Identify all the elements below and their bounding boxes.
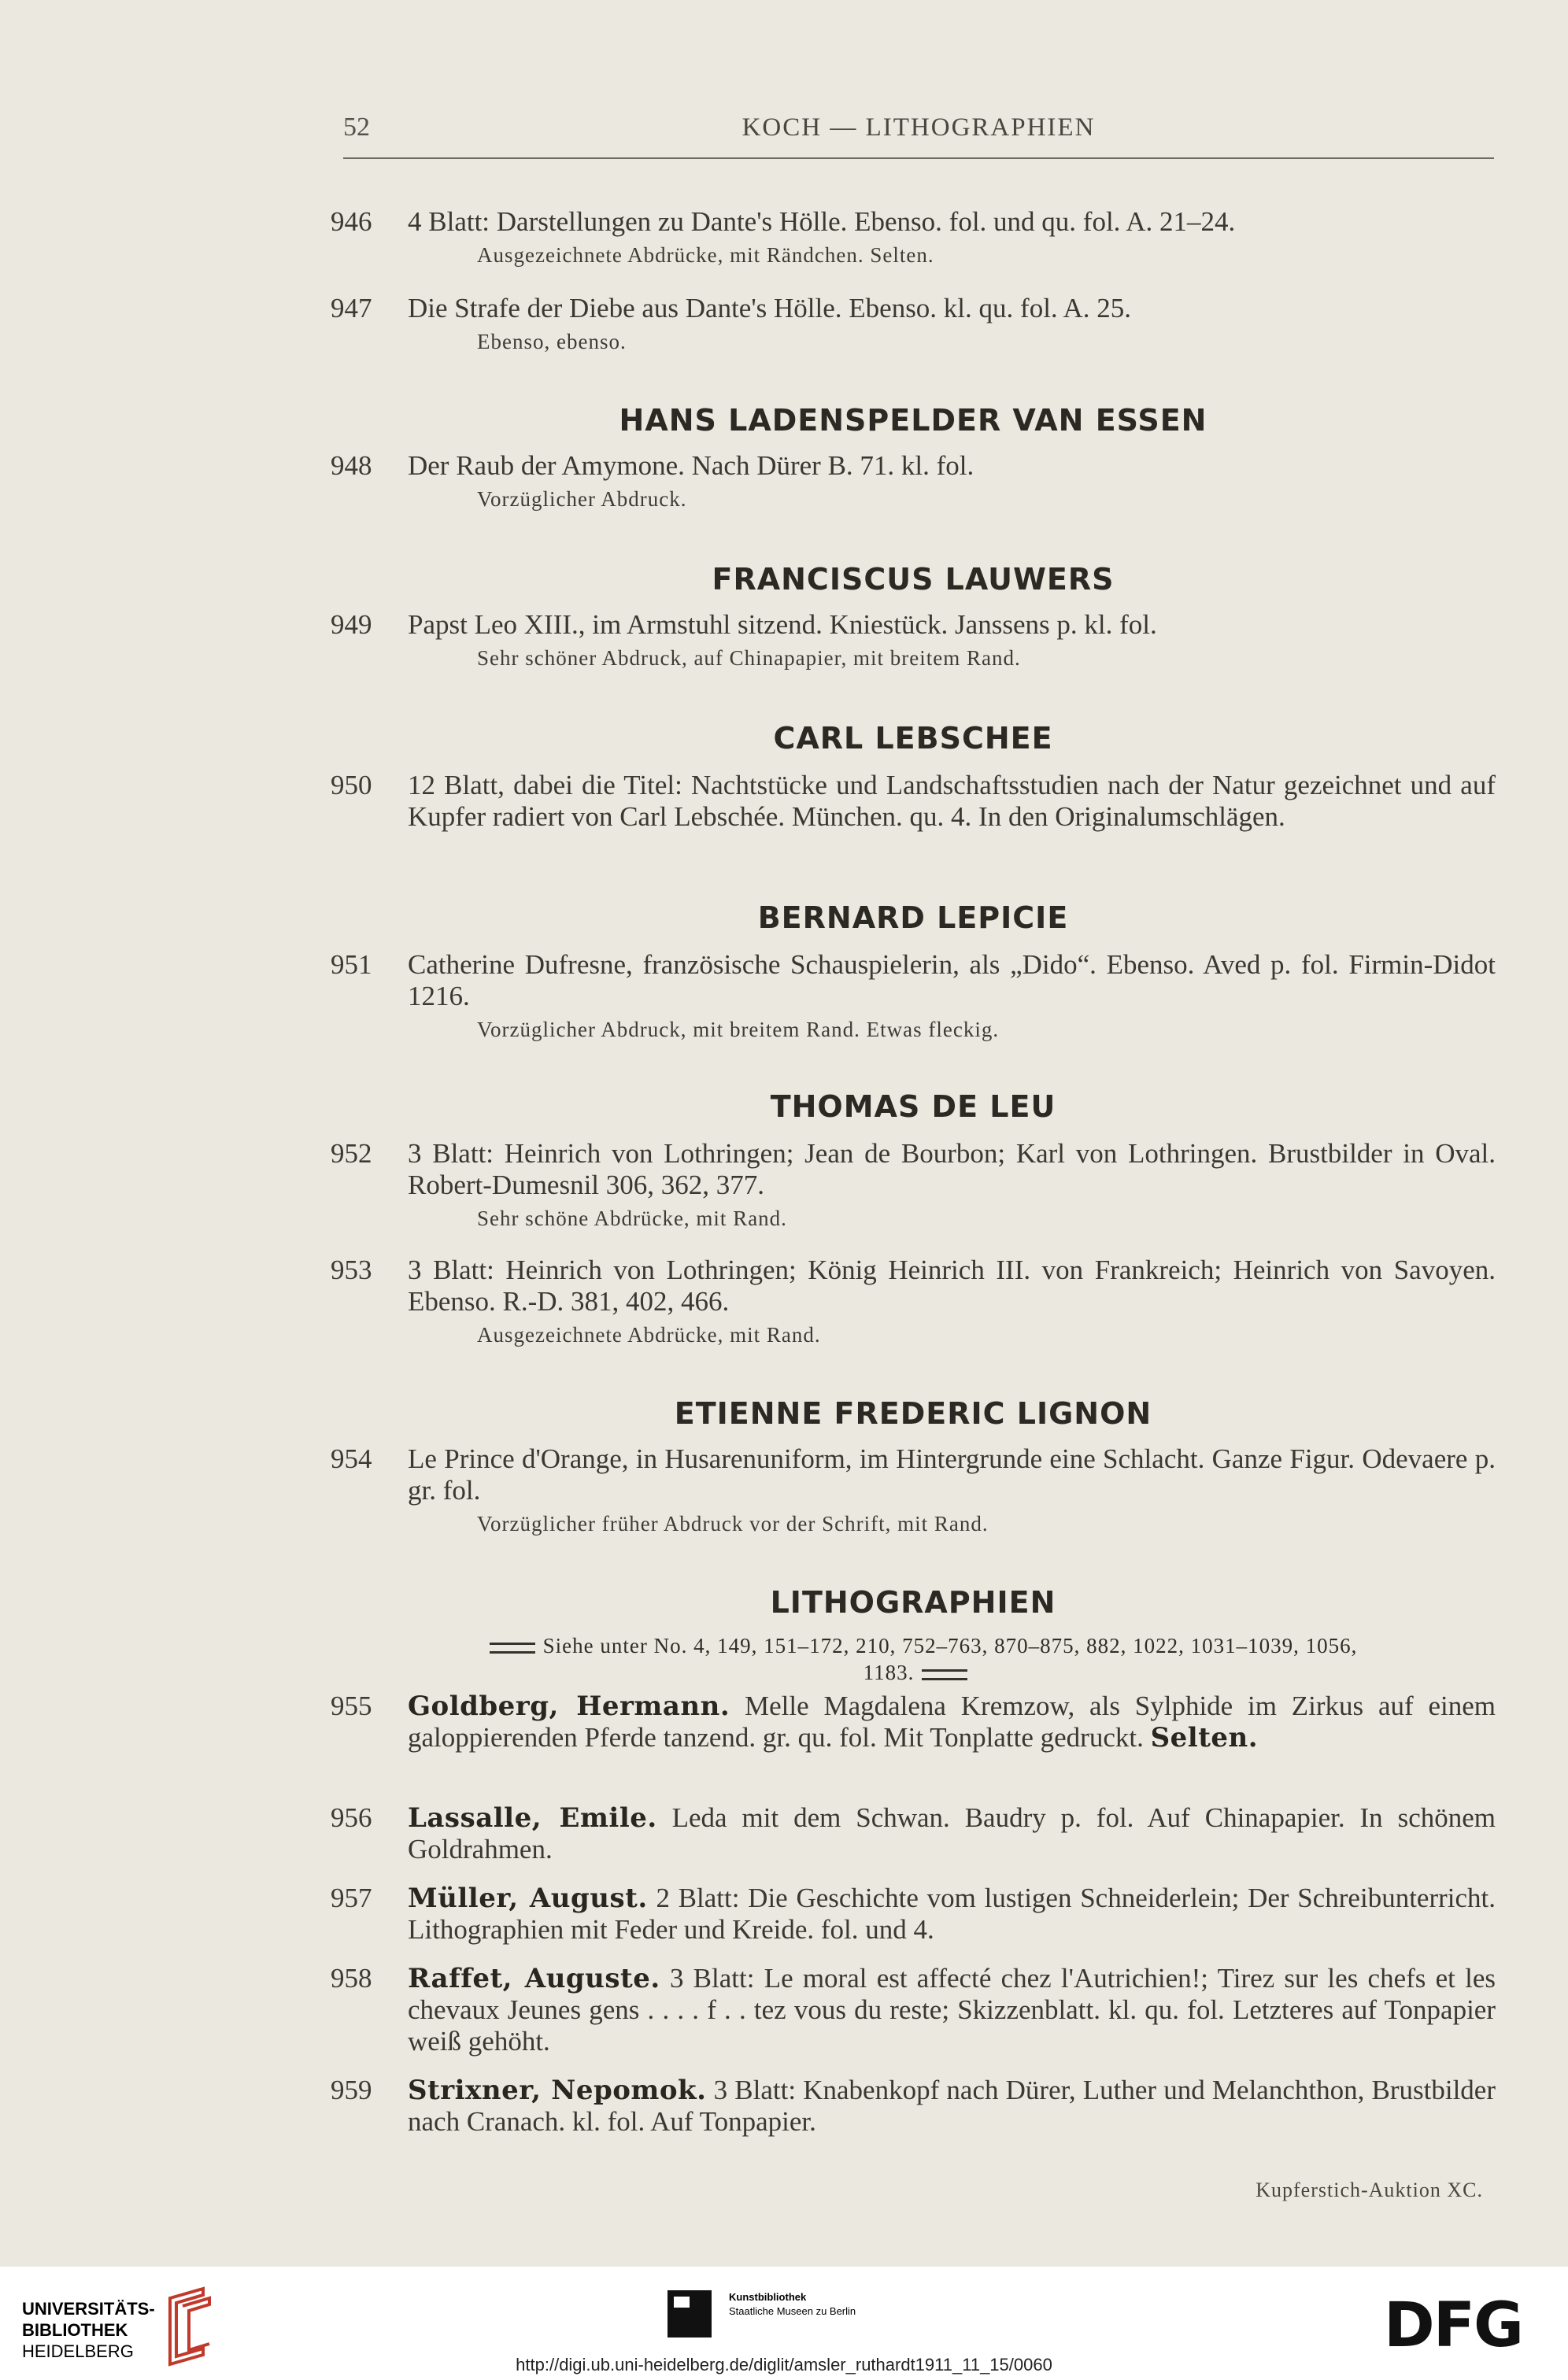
dfg-logo: DFG	[1384, 2290, 1523, 2361]
entry-note: Vorzüglicher Abdruck, mit breitem Rand. Etwas fleckig.	[477, 1018, 1000, 1041]
catalog-entry-952	[331, 1138, 1496, 1232]
page-header	[343, 110, 1494, 159]
entry-note: Sehr schöne Abdrücke, mit Rand.	[477, 1207, 787, 1230]
section-heading-leu: THOMAS DE LEU	[770, 1089, 1056, 1124]
cross-reference-text: 1183.	[863, 1661, 915, 1684]
catalog-entry-954	[331, 1443, 1496, 1538]
catalog-entry-948	[331, 450, 1496, 513]
artist-name: Strixner, Nepomok.	[408, 2075, 707, 2106]
catalog-entry-959	[331, 2075, 1496, 2138]
digitization-footer	[0, 2267, 1568, 2380]
cross-reference-line-2	[343, 1659, 1496, 1686]
entry-note: Vorzüglicher Abdruck.	[477, 487, 687, 511]
kunstbibliothek-logo-icon	[668, 2290, 712, 2338]
library-name-line: BIBLIOTHEK	[22, 2320, 128, 2340]
source-url[interactable]: http://digi.ub.uni-heidelberg.de/diglit/amsler_ruthardt1911_11_15/0060	[516, 2355, 1052, 2374]
entry-description: 4 Blatt: Darstellungen zu Dante's Hölle. Ebenso. fol. und qu. fol. A. 21–24.	[408, 206, 1236, 237]
entry-description	[408, 2075, 1496, 2138]
entry-number: 952	[331, 1138, 372, 1169]
entry-number: 959	[331, 2075, 372, 2105]
kunstbibliothek-label	[729, 2290, 856, 2319]
entry-note: Ausgezeichnete Abdrücke, mit Rand.	[477, 1323, 821, 1347]
entry-number: 950	[331, 770, 372, 800]
entry-description: Le Prince d'Orange, in Husarenuniform, im Hintergrunde eine Schlacht. Ganze Figur. Odevaere p. gr. fol.	[408, 1443, 1496, 1506]
entry-note: Sehr schöner Abdruck, auf Chinapapier, mit breitem Rand.	[477, 646, 1021, 670]
section-heading-lepicie: BERNARD LEPICIE	[757, 900, 1069, 935]
library-name-line: UNIVERSITÄTS-	[22, 2299, 155, 2319]
entry-number: 951	[331, 949, 372, 980]
cross-reference-line-1	[343, 1632, 1496, 1659]
entry-description: 12 Blatt, dabei die Titel: Nachtstücke und Landschaftsstudien nach der Natur gezeichnet und auf Kupfer radiert von Carl Lebschée. München. qu. 4. In den Originalumschlägen.	[408, 770, 1496, 832]
catalog-entry-957	[331, 1883, 1496, 1946]
page-number: 52	[343, 113, 370, 142]
entry-description	[408, 1691, 1496, 1754]
entry-number: 955	[331, 1691, 372, 1721]
auction-signature: Kupferstich-Auktion XC.	[1256, 2179, 1483, 2201]
entry-description: Der Raub der Amymone. Nach Dürer B. 71. kl. fol.	[408, 450, 974, 481]
entry-text: 3 Blatt: Le moral est affecté chez l'Autrichien!; Tirez sur les chefs et les chevaux Jeunes gens . . . . f . . tez vous du reste; Skizzenblatt. kl. qu. fol. Letzteres auf Tonpapier weiß gehöht.	[408, 1963, 1496, 2057]
entry-description: Die Strafe der Diebe aus Dante's Hölle. Ebenso. kl. qu. fol. A. 25.	[408, 293, 1132, 323]
double-rule	[922, 1669, 967, 1680]
library-name	[22, 2298, 155, 2362]
artist-name: Goldberg, Hermann.	[408, 1691, 730, 1722]
catalog-entry-951	[331, 949, 1496, 1044]
running-title: KOCH — LITHOGRAPHIEN	[741, 113, 1096, 142]
entry-description: 3 Blatt: Heinrich von Lothringen; Jean de Bourbon; Karl von Lothringen. Brustbilder in Oval. Robert-Dumesnil 306, 362, 377.	[408, 1138, 1496, 1200]
catalog-entry-956	[331, 1802, 1496, 1865]
catalog-entry-949	[331, 609, 1496, 672]
entry-note: Ebenso, ebenso.	[477, 330, 627, 353]
entry-note: Ausgezeichnete Abdrücke, mit Rändchen. Selten.	[477, 243, 934, 267]
entry-number: 958	[331, 1963, 372, 1994]
entry-number: 949	[331, 609, 372, 640]
catalog-entry-946	[331, 206, 1496, 269]
kb-line: Staatliche Museen zu Berlin	[729, 2305, 856, 2317]
entry-number: 947	[331, 293, 372, 323]
entry-description	[408, 1963, 1496, 2057]
entry-description: Catherine Dufresne, französische Schauspielerin, als „Dido“. Ebenso. Aved p. fol. Firmin-Didot 1216.	[408, 949, 1496, 1011]
artist-name: Müller, August.	[408, 1883, 648, 1914]
entry-number: 954	[331, 1443, 372, 1474]
entry-description	[408, 1802, 1496, 1865]
double-rule	[490, 1643, 535, 1654]
catalog-entry-947	[331, 293, 1496, 356]
entry-description	[408, 1883, 1496, 1946]
artist-name: Lassalle, Emile.	[408, 1802, 657, 1834]
library-name-line: HEIDELBERG	[22, 2341, 134, 2361]
catalog-entry-955	[331, 1691, 1496, 1754]
section-heading-lebschee: CARL LEBSCHEE	[773, 721, 1053, 756]
entry-text: 2 Blatt: Die Geschichte vom lustigen Schneiderlein; Der Schreibunterricht. Lithographien mit Feder und Kreide. fol. und 4.	[408, 1883, 1496, 1945]
section-heading-lignon: ETIENNE FREDERIC LIGNON	[674, 1396, 1152, 1431]
entry-number: 946	[331, 206, 372, 237]
kb-line: Kunstbibliothek	[729, 2291, 807, 2303]
section-heading-lithographien: LITHOGRAPHIEN	[770, 1585, 1056, 1620]
entry-number: 957	[331, 1883, 372, 1913]
entry-rarity: Selten.	[1150, 1722, 1259, 1754]
entry-number: 948	[331, 450, 372, 481]
catalog-entry-958	[331, 1963, 1496, 2057]
catalog-entry-950	[331, 770, 1496, 833]
cross-reference	[343, 1632, 1496, 1686]
entry-note: Vorzüglicher früher Abdruck vor der Schrift, mit Rand.	[477, 1512, 989, 1536]
entry-description: 3 Blatt: Heinrich von Lothringen; König Heinrich III. von Frankreich; Heinrich von Savoyen. Ebenso. R.-D. 381, 402, 466.	[408, 1255, 1496, 1317]
artist-name: Raffet, Auguste.	[408, 1963, 660, 1994]
catalog-entry-953	[331, 1255, 1496, 1349]
section-heading-ladenspelder: HANS LADENSPELDER VAN ESSEN	[619, 403, 1207, 438]
cross-reference-text: Siehe unter No. 4, 149, 151–172, 210, 752–763, 870–875, 882, 1022, 1031–1039, 1056,	[542, 1634, 1358, 1658]
entry-text: Melle Magdalena Kremzow, als Sylphide im Zirkus auf einem galoppierenden Pferde tanzend. gr. qu. fol. Mit Tonplatte gedruckt.	[408, 1691, 1496, 1753]
entry-text: 3 Blatt: Knabenkopf nach Dürer, Luther und Melanchthon, Brustbilder nach Cranach. kl. fol. Auf Tonpapier.	[408, 2075, 1496, 2137]
section-heading-lauwers: FRANCISCUS LAUWERS	[712, 562, 1115, 597]
entry-text: Leda mit dem Schwan. Baudry p. fol. Auf Chinapapier. In schönem Goldrahmen.	[408, 1802, 1496, 1864]
entry-number: 956	[331, 1802, 372, 1833]
entry-number: 953	[331, 1255, 372, 1285]
entry-description: Papst Leo XIII., im Armstuhl sitzend. Kniestück. Janssens p. kl. fol.	[408, 609, 1157, 640]
